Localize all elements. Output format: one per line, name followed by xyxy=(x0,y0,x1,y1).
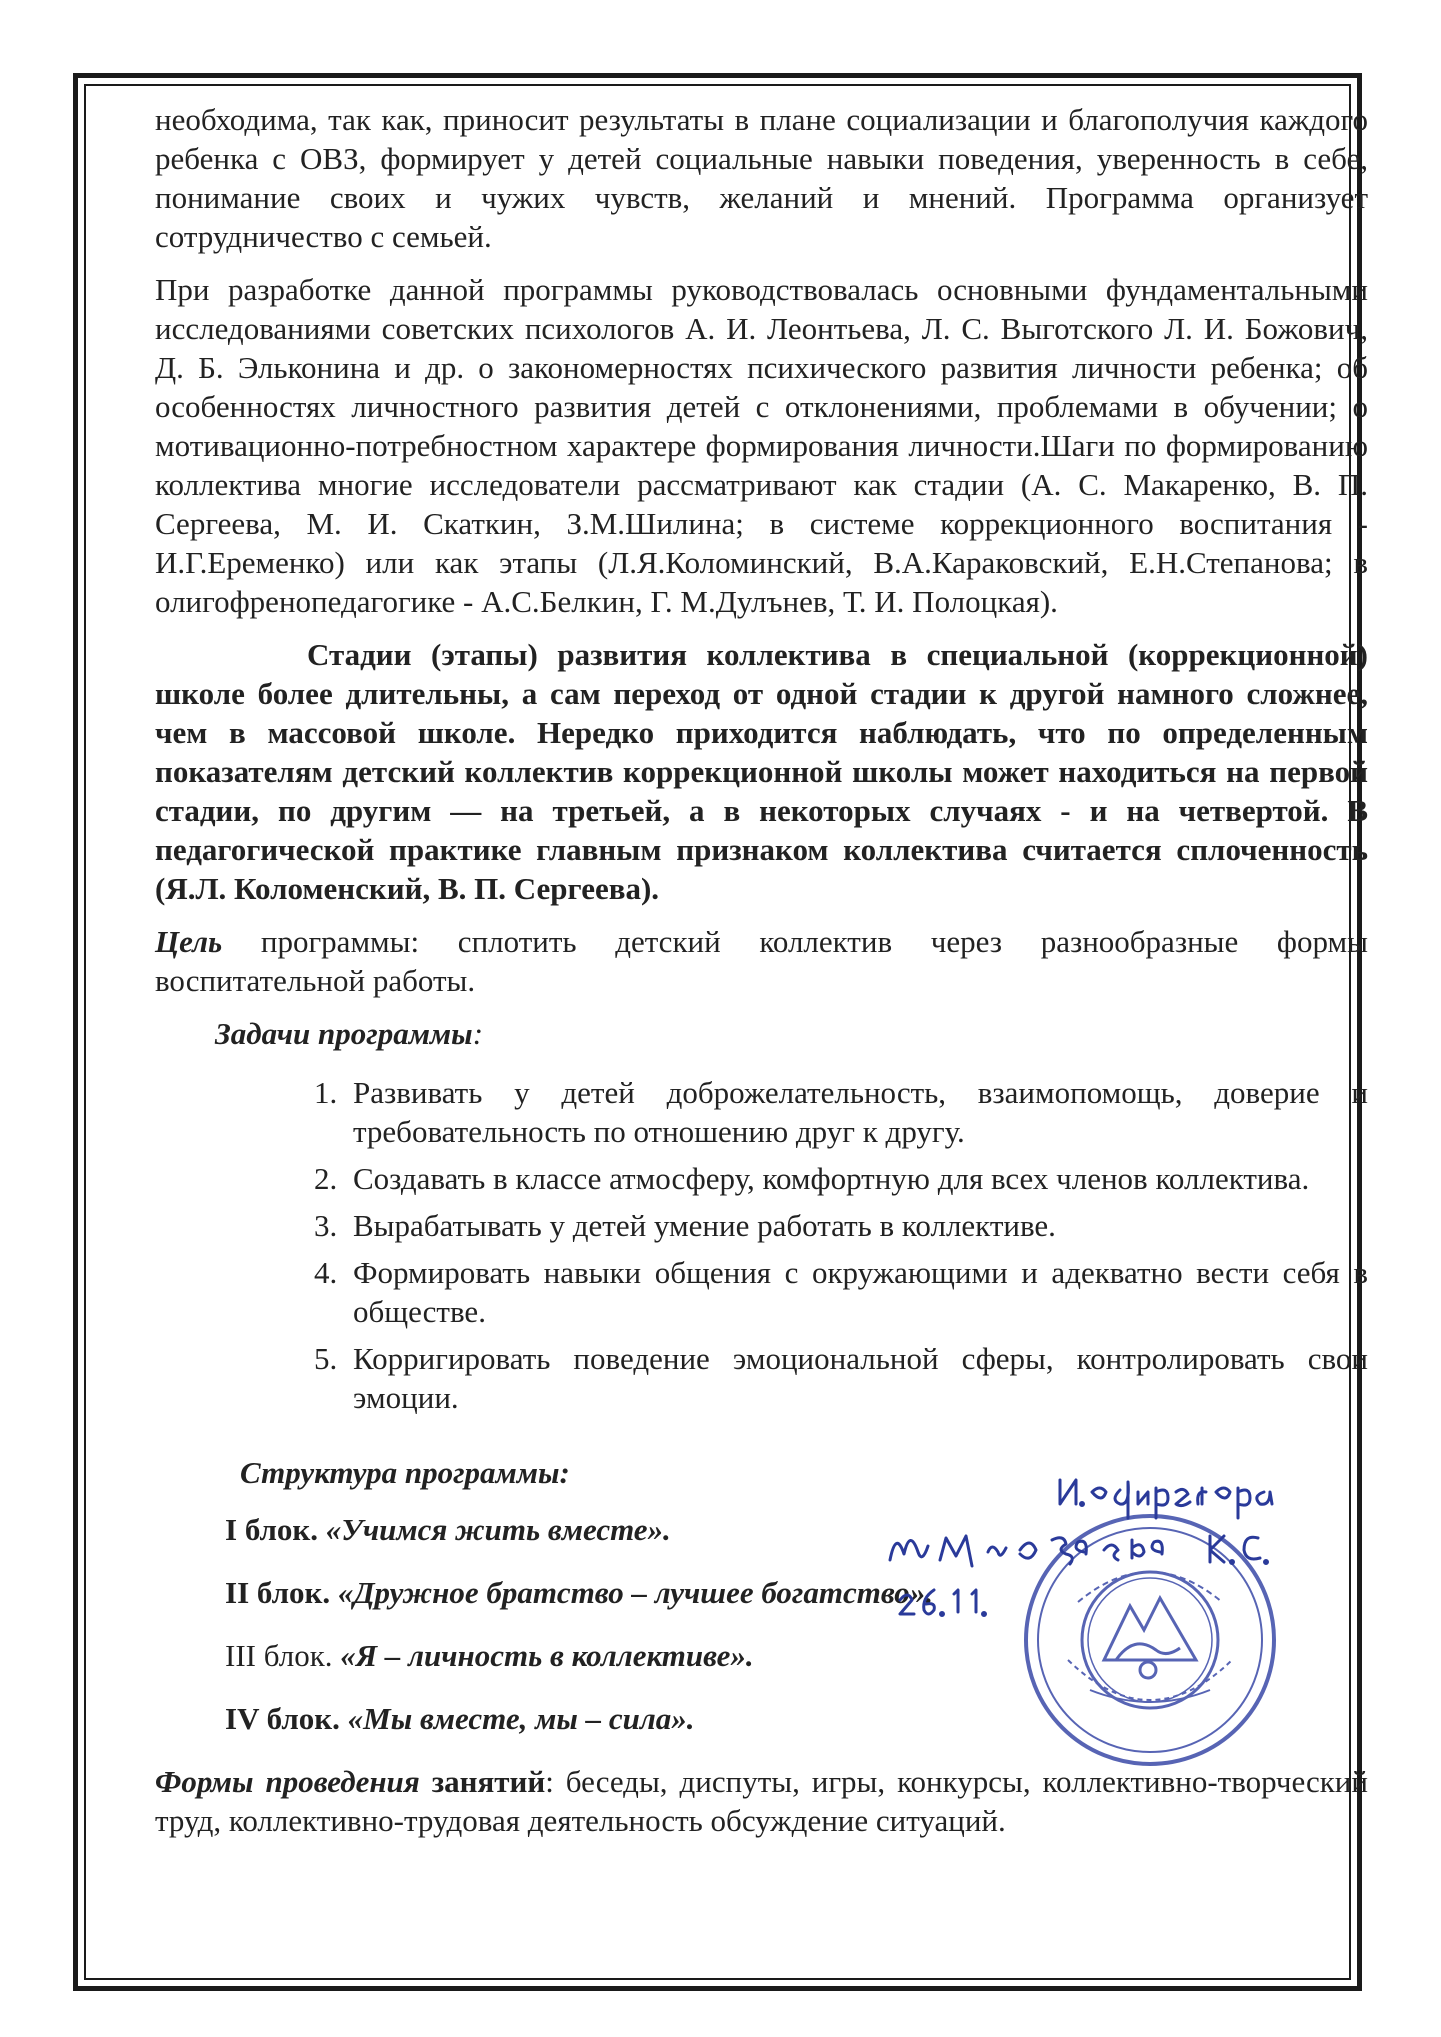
block-title: «Дружное братство – лучшее богатство». xyxy=(337,1575,934,1610)
structure-heading: Структура программы: xyxy=(240,1455,570,1490)
block-title: «Я – личность в коллективе». xyxy=(340,1638,754,1673)
goal-paragraph xyxy=(155,922,1368,1000)
task-item: 3. Вырабатывать у детей умение работать в коллективе. xyxy=(345,1206,1368,1245)
forms-label: Формы проведения xyxy=(155,1764,420,1799)
forms-label-2: занятий xyxy=(419,1764,546,1799)
block-label: II блок. xyxy=(225,1575,338,1610)
tasks-list xyxy=(155,1073,1368,1417)
intro-paragraph: необходима, так как, приносит результаты в плане социализации и благополучия каждого ребенка с ОВЗ, формирует у детей социальные навыки поведения, уверенность в себе, понимание своих и чужих чувств, желаний и мнений. Программа организует сотрудничество с семьей. xyxy=(155,102,1368,254)
stages-paragraph: Стадии (этапы) развития коллектива в специальной (коррекционной) школе более длительны, а сам переход от одной стадии к другой намного сложнее, чем в массовой школе. Нередко приходится наблюдать, что по определенным показателям детский коллектив коррекционной школы может находиться на первой стадии, по другим — на третьей, а в некоторых случаях - и на четвертой. В педагогической практике главным признаком коллектива считается сплоченность (Я.Л. Коломенский, В. П. Сергеева). xyxy=(155,637,1368,906)
task-item: 5. Корригировать поведение эмоциональной сферы, контролировать свои эмоции. xyxy=(345,1339,1368,1417)
block-title: «Мы вместе, мы – сила». xyxy=(347,1701,695,1736)
tasks-heading xyxy=(215,1014,1368,1053)
block-label: I блок. xyxy=(225,1512,326,1547)
research-paragraph: При разработке данной программы руководствовалась основными фундаментальными исследованиями советских психологов А. И. Леонтьева, Л. С. Выготского Л. И. Божович, Д. Б. Эльконина и др. о закономерностях психического развития личности ребенка; об особенностях личностного развития детей с отклонениями, проблемами в обучении; о мотивационно-потребностном характере формирования личности.Шаги по формированию коллектива многие исследователи рассматривают как стадии (А. С. Макаренко, В. П. Сергеева, М. И. Скаткин, З.М.Шилина; в системе коррекционного воспитания - И.Г.Еременко) или как этапы (Л.Я.Коломинский, В.А.Караковский, Е.Н.Степанова; в олигофренопедагогике - А.С.Белкин, Г. М.Дулънев, Т. И. Полоцкая). xyxy=(155,272,1368,619)
task-item: 2. Создавать в классе атмосферу, комфортную для всех членов коллектива. xyxy=(345,1159,1368,1198)
handwritten-signature xyxy=(880,1440,1360,1640)
block-title: «Учимся жить вместе». xyxy=(325,1512,671,1547)
forms-text: : беседы, диспуты, игры, конкурсы, коллективно-творческий труд, коллективно-трудовая деятельность обсуждение ситуаций. xyxy=(155,1764,1368,1838)
block-label: IV блок. xyxy=(225,1701,348,1736)
task-item: 1. Развивать у детей доброжелательность, взаимопомощь, доверие и требовательность по отношению друг к другу. xyxy=(345,1073,1368,1151)
goal-text: программы: сплотить детский коллектив через разнообразные формы воспитательной работы. xyxy=(155,924,1368,998)
goal-label: Цель xyxy=(155,924,223,959)
tasks-heading-text: Задачи программы xyxy=(215,1016,473,1051)
forms-paragraph xyxy=(155,1762,1368,1840)
task-item: 4. Формировать навыки общения с окружающими и адекватно вести себя в обществе. xyxy=(345,1253,1368,1331)
block-label: III блок. xyxy=(225,1638,341,1673)
tasks-heading-colon: : xyxy=(472,1016,484,1051)
